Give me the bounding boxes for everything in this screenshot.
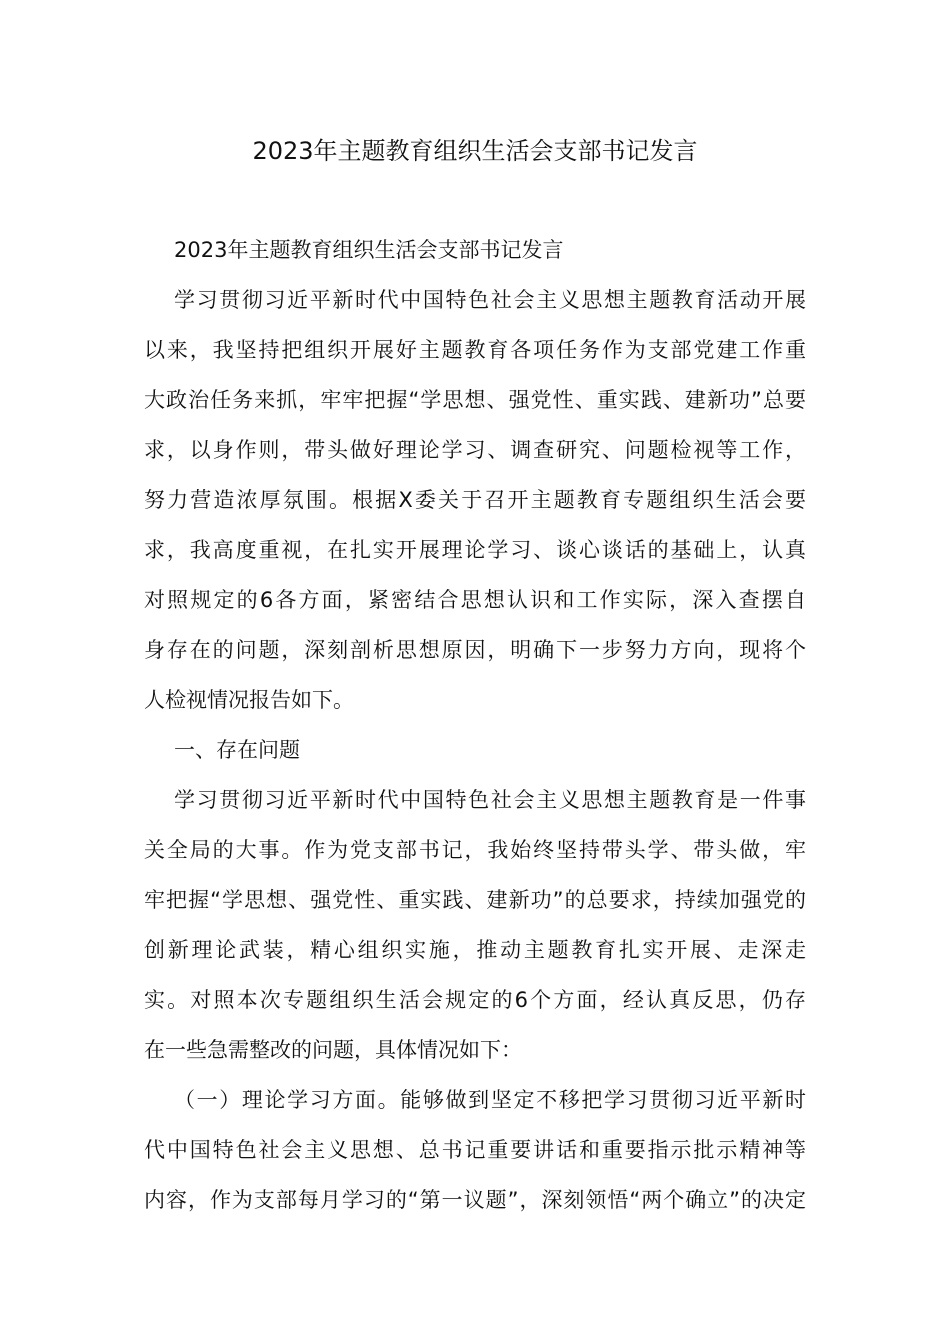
text-line: 牢把握“学思想、强党性、重实践、建新功”的总要求，持续加强党的 [144,888,806,912]
text-line: 以来，我坚持把组织开展好主题教育各项任务作为支部党建工作重 [144,338,806,362]
text-line: 努力营造浓厚氛围。根据X委关于召开主题教育专题组织生活会要 [144,488,806,512]
text-line: 内容，作为支部每月学习的“第一议题”，深刻领悟“两个确立”的决定 [144,1188,806,1212]
document-title: 2023年主题教育组织生活会支部书记发言 [252,137,698,165]
text-line: 在一些急需整改的问题，具体情况如下： [144,1038,522,1062]
text-line: 关全局的大事。作为党支部书记，我始终坚持带头学、带头做，牢 [144,838,806,862]
text-line: 求，我高度重视，在扎实开展理论学习、谈心谈话的基础上，认真 [144,538,806,562]
text-line: 创新理论武装，精心组织实施，推动主题教育扎实开展、走深走 [144,938,806,962]
text-line: 2023年主题教育组织生活会支部书记发言 [174,238,564,262]
text-line: 学习贯彻习近平新时代中国特色社会主义思想主题教育是一件事 [174,788,806,812]
text-line: 对照规定的6各方面，紧密结合思想认识和工作实际，深入查摆自 [144,588,806,612]
text-line: 求，以身作则，带头做好理论学习、调查研究、问题检视等工作， [144,438,806,462]
section-heading: 一、存在问题 [174,738,300,762]
text-line: 学习贯彻习近平新时代中国特色社会主义思想主题教育活动开展 [174,288,806,312]
document-body [144,225,806,1225]
text-line: （一）理论学习方面。能够做到坚定不移把学习贯彻习近平新时 [174,1088,806,1112]
text-line: 代中国特色社会主义思想、总书记重要讲话和重要指示批示精神等 [144,1138,806,1162]
text-line: 实。对照本次专题组织生活会规定的6个方面，经认真反思，仍存 [144,988,806,1012]
text-line: 人检视情况报告如下。 [144,688,354,712]
text-line: 大政治任务来抓，牢牢把握“学思想、强党性、重实践、建新功”总要 [144,388,806,412]
text-line: 身存在的问题，深刻剖析思想原因，明确下一步努力方向，现将个 [144,638,806,662]
